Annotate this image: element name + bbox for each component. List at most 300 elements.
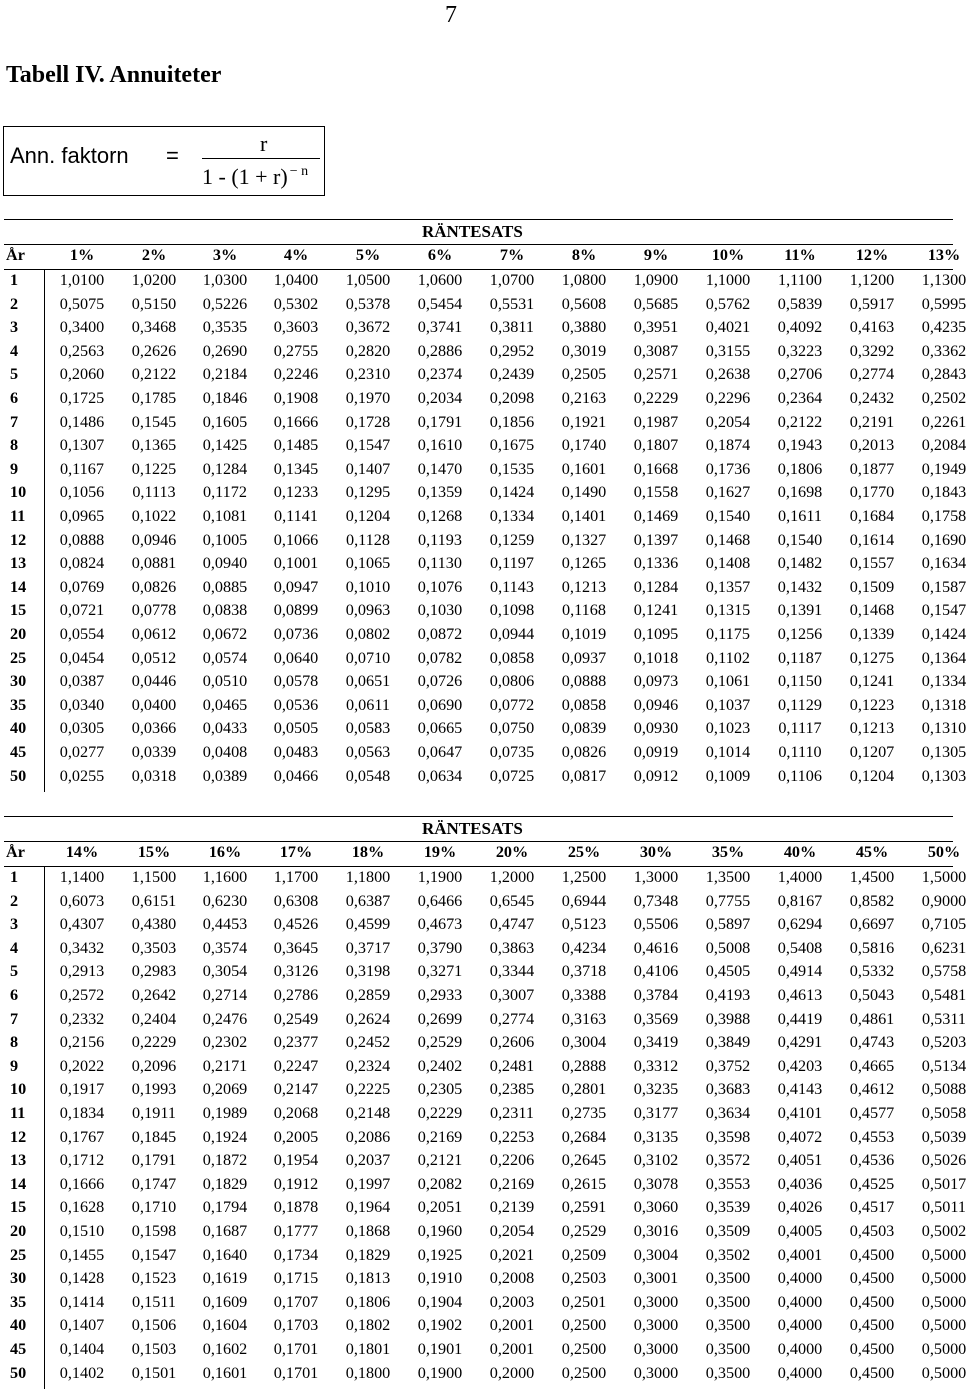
value-cell: 0,2615: [561, 1174, 607, 1193]
value-cell: 0,9000: [921, 891, 967, 910]
value-cell: 0,2054: [489, 1222, 535, 1240]
value-cell: 0,0826: [561, 743, 607, 761]
value-cell: 0,1701: [273, 1363, 319, 1382]
value-cell: 0,1424: [921, 625, 967, 643]
value-cell: 0,2096: [131, 1056, 177, 1075]
value-cell: 0,1425: [202, 436, 248, 455]
table-row: [0, 868, 967, 891]
rate-header: 15%: [137, 843, 171, 861]
year-cell: 10: [10, 483, 27, 502]
year-cell: 2: [10, 294, 19, 313]
table-top-rule: [4, 219, 953, 220]
value-cell: 0,1241: [633, 601, 679, 620]
value-cell: 0,1098: [489, 601, 535, 620]
value-cell: 0,1275: [849, 648, 895, 667]
value-cell: 0,2324: [345, 1056, 391, 1075]
value-cell: 0,1747: [131, 1174, 177, 1193]
year-cell: 45: [10, 1340, 27, 1358]
year-cell: 15: [10, 1198, 27, 1217]
value-cell: 0,0802: [345, 625, 391, 643]
value-cell: 0,1666: [59, 1174, 105, 1193]
year-cell: 11: [10, 507, 26, 525]
value-cell: 0,2572: [59, 986, 105, 1004]
value-cell: 0,1102: [706, 648, 750, 667]
value-cell: 0,3672: [345, 318, 391, 337]
value-cell: 0,0483: [273, 743, 319, 761]
value-cell: 0,3572: [705, 1151, 751, 1170]
value-cell: 0,3741: [417, 318, 463, 337]
value-cell: 0,1911: [132, 1104, 176, 1122]
value-cell: 0,4526: [273, 915, 319, 934]
table-row: [0, 294, 967, 318]
value-cell: 0,2034: [417, 389, 463, 407]
value-cell: 0,1736: [705, 459, 751, 478]
value-cell: 0,0725: [489, 766, 535, 785]
value-cell: 0,2529: [417, 1033, 463, 1052]
table-row: [0, 1269, 967, 1292]
table-row: [0, 1340, 967, 1363]
table-row: [0, 554, 967, 577]
value-cell: 0,3863: [489, 938, 535, 957]
value-cell: 0,1486: [59, 412, 105, 431]
value-cell: 0,1061: [705, 672, 751, 691]
table-row: [0, 318, 967, 341]
table-row: [0, 1174, 967, 1198]
value-cell: 0,2843: [921, 365, 967, 384]
value-cell: 0,2624: [345, 1009, 391, 1028]
value-cell: 0,1510: [59, 1222, 105, 1240]
value-cell: 0,1601: [561, 459, 607, 478]
formula-box: [3, 126, 325, 196]
year-cell: 40: [10, 1316, 27, 1335]
value-cell: 0,1604: [202, 1316, 248, 1335]
value-cell: 0,0574: [202, 648, 248, 667]
value-cell: 0,2591: [561, 1198, 607, 1217]
value-cell: 0,2500: [561, 1316, 607, 1335]
value-cell: 0,6308: [273, 891, 319, 910]
value-cell: 0,1225: [131, 459, 177, 478]
value-cell: 0,3569: [633, 1009, 679, 1028]
rate-header: 12%: [855, 246, 889, 264]
value-cell: 0,1877: [849, 459, 895, 478]
value-cell: 0,5839: [777, 294, 823, 313]
formula-denominator-wrap: [202, 164, 309, 190]
value-cell: 0,5000: [921, 1340, 967, 1358]
value-cell: 0,3344: [489, 962, 535, 981]
year-cell: 7: [10, 412, 19, 431]
value-cell: 0,4005: [777, 1222, 823, 1240]
value-cell: 0,4000: [777, 1340, 823, 1358]
value-cell: 0,5332: [849, 962, 895, 981]
value-cell: 0,3598: [705, 1127, 751, 1146]
value-cell: 0,1767: [59, 1127, 105, 1146]
value-cell: 0,2060: [59, 365, 105, 384]
value-cell: 0,4036: [777, 1174, 823, 1193]
value-cell: 0,3645: [273, 938, 319, 957]
value-cell: 0,1117: [778, 719, 822, 738]
value-cell: 0,3198: [345, 962, 391, 981]
value-cell: 0,1698: [777, 483, 823, 502]
year-cell: 12: [10, 1127, 27, 1146]
value-cell: 0,1268: [417, 507, 463, 525]
value-cell: 0,1005: [202, 530, 248, 549]
value-cell: 0,5000: [921, 1269, 967, 1288]
value-cell: 0,6944: [561, 891, 607, 910]
table-row: [0, 1080, 967, 1103]
rate-header: 16%: [208, 843, 242, 861]
value-cell: 0,1490: [561, 483, 607, 502]
value-cell: 0,1540: [705, 507, 751, 525]
value-cell: 0,2253: [489, 1127, 535, 1146]
value-cell: 0,5150: [131, 294, 177, 313]
value-cell: 0,1113: [132, 483, 176, 502]
value-cell: 0,3880: [561, 318, 607, 337]
rate-header: 50%: [927, 843, 961, 861]
year-cell: 50: [10, 766, 27, 785]
value-cell: 0,5000: [921, 1363, 967, 1382]
value-cell: 0,2229: [633, 389, 679, 407]
value-cell: 0,1197: [490, 554, 534, 573]
value-cell: 0,4612: [849, 1080, 895, 1099]
formula-denominator: 1 - (1 + r): [202, 164, 288, 189]
value-cell: 0,1265: [561, 554, 607, 573]
year-cell: 14: [10, 1174, 27, 1193]
value-cell: 0,0858: [489, 648, 535, 667]
value-cell: 0,5123: [561, 915, 607, 934]
value-cell: 0,0912: [633, 766, 679, 785]
value-cell: 0,1989: [202, 1104, 248, 1122]
value-cell: 0,2402: [417, 1056, 463, 1075]
value-cell: 0,1813: [345, 1269, 391, 1288]
value-cell: 0,2184: [202, 365, 248, 384]
value-cell: 0,2774: [489, 1009, 535, 1028]
table-row: [0, 530, 967, 554]
value-cell: 0,3539: [705, 1198, 751, 1217]
value-cell: 0,1668: [633, 459, 679, 478]
value-cell: 0,3500: [705, 1363, 751, 1382]
value-cell: 0,1056: [59, 483, 105, 502]
value-cell: 0,1684: [849, 507, 895, 525]
value-cell: 0,1066: [273, 530, 319, 549]
table-row: [0, 271, 967, 294]
value-cell: 0,7755: [705, 891, 751, 910]
value-cell: 0,6466: [417, 891, 463, 910]
value-cell: 0,1540: [777, 530, 823, 549]
value-cell: 0,1712: [59, 1151, 105, 1170]
value-cell: 1,1000: [705, 271, 751, 289]
value-cell: 0,2571: [633, 365, 679, 384]
value-cell: 0,1110: [778, 743, 822, 761]
value-cell: 0,1690: [921, 530, 967, 549]
value-cell: 0,1168: [562, 601, 606, 620]
year-cell: 5: [10, 962, 19, 981]
value-cell: 0,2801: [561, 1080, 607, 1099]
header-row: [0, 843, 960, 866]
value-cell: 0,4234: [561, 938, 607, 957]
value-cell: 0,2549: [273, 1009, 319, 1028]
value-cell: 0,1902: [417, 1316, 463, 1335]
value-cell: 0,0750: [489, 719, 535, 738]
value-cell: 0,1917: [59, 1080, 105, 1099]
value-cell: 0,2122: [131, 365, 177, 384]
value-cell: 0,1364: [921, 648, 967, 667]
value-cell: 0,3951: [633, 318, 679, 337]
year-cell: 9: [10, 459, 19, 478]
value-cell: 0,2229: [417, 1104, 463, 1122]
value-cell: 1,1200: [849, 271, 895, 289]
table-row: [0, 766, 967, 790]
value-cell: 0,0554: [59, 625, 105, 643]
value-cell: 1,0500: [345, 271, 391, 289]
rate-header: 14%: [65, 843, 99, 861]
table-row: [0, 389, 967, 412]
year-cell: 4: [10, 938, 19, 957]
value-cell: 0,1407: [345, 459, 391, 478]
value-cell: 0,5058: [921, 1104, 967, 1122]
value-cell: 0,1921: [561, 412, 607, 431]
value-cell: 0,1874: [705, 436, 751, 455]
group-header-rule: [4, 841, 953, 842]
value-cell: 0,5311: [922, 1009, 966, 1028]
value-cell: 0,3717: [345, 938, 391, 957]
table-row: [0, 436, 967, 459]
value-cell: 0,2786: [273, 986, 319, 1004]
year-column-rule: [44, 269, 45, 792]
value-cell: 0,2690: [202, 341, 248, 360]
value-cell: 0,1558: [633, 483, 679, 502]
value-cell: 0,1023: [705, 719, 751, 738]
value-cell: 0,4743: [849, 1033, 895, 1052]
value-cell: 0,2642: [131, 986, 177, 1004]
value-cell: 0,2068: [273, 1104, 319, 1122]
value-cell: 0,3419: [633, 1033, 679, 1052]
year-header: År: [6, 246, 25, 264]
rate-header: 13%: [927, 246, 961, 264]
table-row: [0, 1222, 967, 1245]
value-cell: 0,2699: [417, 1009, 463, 1028]
value-cell: 0,1802: [345, 1316, 391, 1335]
table-row: [0, 507, 967, 530]
value-cell: 0,1547: [131, 1245, 177, 1264]
value-cell: 0,6294: [777, 915, 823, 934]
value-cell: 1,0800: [561, 271, 607, 289]
value-cell: 0,0647: [417, 743, 463, 761]
value-cell: 0,1800: [345, 1363, 391, 1382]
value-cell: 0,4380: [131, 915, 177, 934]
page-title: Tabell IV. Annuiteter: [6, 62, 222, 88]
value-cell: 0,3784: [633, 986, 679, 1004]
value-cell: 0,1908: [273, 389, 319, 407]
table-row: [0, 412, 967, 436]
value-cell: 0,3400: [59, 318, 105, 337]
value-cell: 0,1547: [921, 601, 967, 620]
table-row: [0, 1104, 967, 1127]
rate-header: 2%: [141, 246, 167, 264]
value-cell: 0,1728: [345, 412, 391, 431]
value-cell: 1,3000: [633, 868, 679, 886]
value-cell: 0,0772: [489, 695, 535, 714]
value-cell: 0,1628: [59, 1198, 105, 1217]
value-cell: 0,2774: [849, 365, 895, 384]
value-cell: 0,1187: [778, 648, 822, 667]
value-cell: 0,2001: [489, 1316, 535, 1335]
value-cell: 0,1619: [202, 1269, 248, 1288]
value-cell: 0,1925: [417, 1245, 463, 1264]
value-cell: 0,5000: [921, 1292, 967, 1311]
table-row: [0, 672, 967, 695]
rate-header: 20%: [495, 843, 529, 861]
value-cell: 0,1334: [489, 507, 535, 525]
value-cell: 0,5608: [561, 294, 607, 313]
table-row: [0, 1363, 967, 1387]
value-cell: 0,6387: [345, 891, 391, 910]
year-cell: 50: [10, 1363, 27, 1382]
value-cell: 0,4143: [777, 1080, 823, 1099]
table-row: [0, 365, 967, 388]
value-cell: 0,0858: [561, 695, 607, 714]
value-cell: 0,4500: [849, 1363, 895, 1382]
year-column-rule: [44, 866, 45, 1389]
formula-equals: =: [166, 143, 179, 168]
value-cell: 0,1770: [849, 483, 895, 502]
year-cell: 6: [10, 986, 19, 1004]
value-cell: 0,2305: [417, 1080, 463, 1099]
value-cell: 0,0839: [561, 719, 607, 738]
table-row: [0, 695, 967, 719]
value-cell: 0,2706: [777, 365, 823, 384]
value-cell: 0,0885: [202, 577, 248, 596]
value-cell: 0,2735: [561, 1104, 607, 1122]
value-cell: 0,2509: [561, 1245, 607, 1264]
value-cell: 0,2001: [489, 1340, 535, 1358]
value-cell: 0,1605: [202, 412, 248, 431]
value-cell: 0,5816: [849, 938, 895, 957]
value-cell: 0,2638: [705, 365, 751, 384]
value-cell: 0,2008: [489, 1269, 535, 1288]
value-cell: 0,3535: [202, 318, 248, 337]
value-cell: 0,2432: [849, 389, 895, 407]
year-cell: 20: [10, 1222, 27, 1240]
value-cell: 0,5762: [705, 294, 751, 313]
value-cell: 0,2169: [489, 1174, 535, 1193]
value-cell: 0,0940: [202, 554, 248, 573]
value-cell: 0,2013: [849, 436, 895, 455]
value-cell: 0,1627: [705, 483, 751, 502]
value-cell: 0,4613: [777, 986, 823, 1004]
value-cell: 0,1455: [59, 1245, 105, 1264]
rate-header: 9%: [643, 246, 669, 264]
value-cell: 0,2156: [59, 1033, 105, 1052]
value-cell: 0,5917: [849, 294, 895, 313]
value-cell: 0,1829: [345, 1245, 391, 1264]
year-cell: 30: [10, 672, 27, 691]
value-cell: 0,1357: [705, 577, 751, 596]
value-cell: 0,3271: [417, 962, 463, 981]
value-cell: 0,2147: [273, 1080, 319, 1099]
header-row: [0, 246, 960, 269]
value-cell: 0,2225: [345, 1080, 391, 1099]
value-cell: 1,0100: [59, 271, 105, 289]
value-cell: 0,0944: [489, 625, 535, 643]
value-cell: 0,6697: [849, 915, 895, 934]
value-cell: 0,3007: [489, 986, 535, 1004]
value-cell: 0,1213: [561, 577, 607, 596]
value-cell: 0,1259: [489, 530, 535, 549]
value-cell: 0,6545: [489, 891, 535, 910]
value-cell: 0,1129: [778, 695, 822, 714]
table-row: [0, 1009, 966, 1033]
value-cell: 1,0600: [417, 271, 463, 289]
value-cell: 0,0536: [273, 695, 319, 714]
formula-label: Ann. faktorn: [10, 143, 129, 168]
value-cell: 0,1701: [273, 1340, 319, 1358]
value-cell: 0,3001: [633, 1269, 679, 1288]
value-cell: 0,2171: [202, 1056, 248, 1075]
year-cell: 25: [10, 1245, 27, 1264]
table-row: [0, 962, 967, 985]
value-cell: 0,3292: [849, 341, 895, 360]
table-row: [0, 1056, 967, 1080]
value-cell: 0,1901: [417, 1340, 463, 1358]
table-row: [0, 743, 967, 766]
value-cell: 0,3988: [705, 1009, 751, 1028]
value-cell: 0,1997: [345, 1174, 391, 1193]
value-cell: 0,2626: [131, 341, 177, 360]
value-cell: 0,3388: [561, 986, 607, 1004]
value-cell: 0,2645: [561, 1151, 607, 1170]
value-cell: 0,1175: [706, 625, 750, 643]
value-cell: 0,1506: [131, 1316, 177, 1335]
year-cell: 20: [10, 625, 27, 643]
value-cell: 1,1600: [202, 868, 248, 886]
value-cell: 0,2501: [561, 1292, 607, 1311]
value-cell: 0,4419: [777, 1009, 823, 1028]
year-cell: 1: [10, 868, 19, 886]
value-cell: 0,1834: [59, 1104, 105, 1122]
value-cell: 0,2684: [561, 1127, 607, 1146]
value-cell: 0,1030: [417, 601, 463, 620]
value-cell: 0,0817: [561, 766, 607, 785]
value-cell: 0,4665: [849, 1056, 895, 1075]
table-row: [0, 986, 967, 1009]
value-cell: 0,1960: [417, 1222, 463, 1240]
year-cell: 13: [10, 554, 27, 573]
value-cell: 0,0672: [202, 625, 248, 643]
rate-header: 25%: [567, 843, 601, 861]
value-cell: 0,4505: [705, 962, 751, 981]
value-cell: 0,2311: [490, 1104, 534, 1122]
rate-header: 5%: [355, 246, 381, 264]
value-cell: 0,4673: [417, 915, 463, 934]
value-cell: 0,3163: [561, 1009, 607, 1028]
value-cell: 0,1397: [633, 530, 679, 549]
value-cell: 0,4616: [633, 938, 679, 957]
value-cell: 1,2000: [489, 868, 535, 886]
value-cell: 0,2003: [489, 1292, 535, 1311]
table-row: [0, 648, 967, 672]
year-cell: 25: [10, 648, 27, 667]
value-cell: 0,1609: [202, 1292, 248, 1311]
value-cell: 0,1610: [417, 436, 463, 455]
value-cell: 0,0888: [561, 672, 607, 691]
value-cell: 0,4193: [705, 986, 751, 1004]
value-cell: 0,1791: [417, 412, 463, 431]
year-cell: 4: [10, 341, 19, 360]
value-cell: 0,1010: [345, 577, 391, 596]
value-cell: 0,1846: [202, 389, 248, 407]
value-cell: 0,3004: [561, 1033, 607, 1052]
year-cell: 14: [10, 577, 27, 596]
